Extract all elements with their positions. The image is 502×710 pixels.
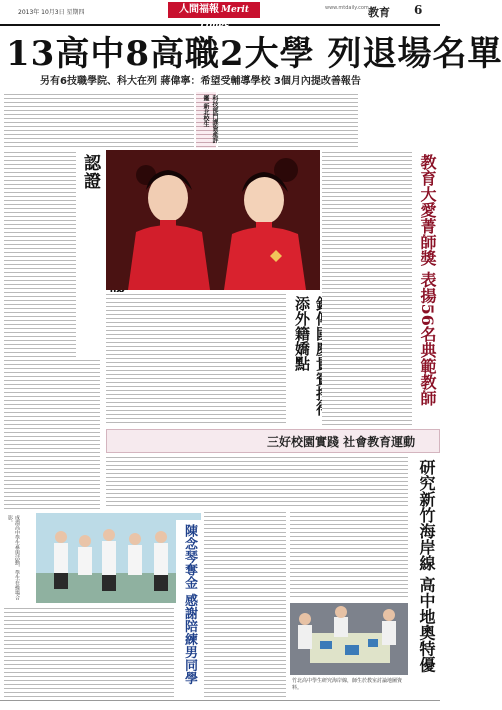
three-good-headline: 三好校園實踐 社會教育運動 [267, 435, 416, 449]
sub-headline: 另有6技職學院、科大在列 蔣偉寧：希望受輔導學校 3個月內提改善報告 [40, 76, 361, 87]
photo-classroom [290, 603, 408, 675]
teacher-award-headline: 教育大愛菁師獎 表揚56名典範教師 [418, 154, 437, 406]
scholarship-headline-box [176, 520, 202, 690]
foreign-students-headline: 認證 [80, 154, 100, 190]
article-text-bottom-left [4, 606, 174, 698]
main-headline: 13高中8高職2大學 列退場名單 [6, 34, 502, 74]
hsinchu-headline: 研究新竹海岸線 高中地奧特優 [417, 459, 436, 673]
article-text-right [322, 150, 412, 426]
banquet-headline: 添外籍嬌點 [293, 296, 311, 371]
logo-chinese: 人間福報 [178, 4, 219, 15]
article-text-top-left [4, 92, 194, 148]
scholarship-headline: 陳念琴奪金 感謝陪練男同學 [182, 524, 197, 685]
article-text-middle [106, 292, 286, 426]
page-number: 6 [414, 3, 423, 17]
website-url: www.mtdaily.com [325, 5, 369, 11]
article-text-scholarship [204, 510, 286, 700]
newspaper-logo [168, 2, 260, 31]
hostesses-image [106, 150, 320, 290]
college-box [196, 92, 216, 148]
caption-students: 成淵高中學生參與活動，學生在操場合影。 [7, 515, 20, 600]
caption-classroom: 竹北高中學生研究海岸線，師生於教室討論地圖資料。 [292, 678, 403, 691]
teacher-award-headline-box [414, 150, 438, 426]
foreign-students-headline-box [76, 150, 100, 360]
caption-box-classroom [290, 676, 408, 698]
three-good-banner [106, 429, 440, 453]
issue-date: 2013年 10月3日 星期四 [18, 9, 85, 16]
article-text-lower [106, 455, 408, 507]
page-header [0, 0, 440, 31]
logo-english: Merit Times [198, 5, 249, 31]
section-name: 教育 [368, 6, 390, 19]
college-box-headline: 科技部門課資產評鑑 新北校生 [202, 95, 218, 143]
classroom-image [290, 603, 408, 675]
photo-banquet-hostesses [106, 150, 320, 290]
banquet-headline-box [286, 292, 320, 426]
hsinchu-headline-box [412, 455, 438, 700]
caption-box-students [4, 513, 34, 603]
article-text-top-right [218, 92, 358, 148]
page-footer [0, 700, 440, 710]
article-text-hsinchu [290, 510, 408, 600]
